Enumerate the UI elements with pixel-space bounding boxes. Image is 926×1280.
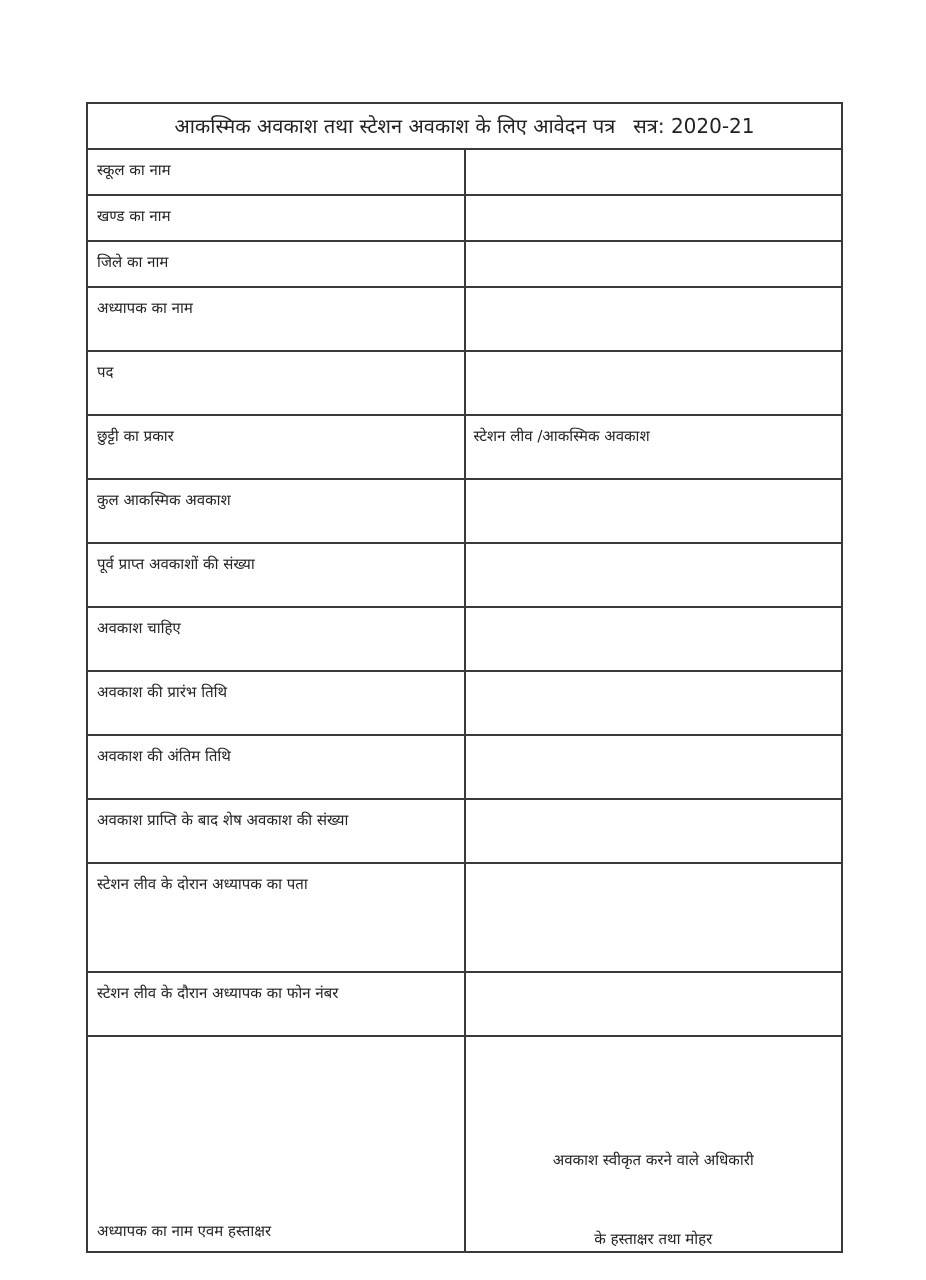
leave-end-date-label-cell — [87, 735, 465, 799]
designation-field[interactable] — [465, 351, 843, 415]
total-casual-leave-field[interactable] — [465, 479, 843, 543]
leave-end-date-field[interactable] — [465, 735, 843, 799]
teacher-signature-cell[interactable] — [87, 1036, 465, 1252]
officer-signature-cell[interactable] — [465, 1036, 843, 1252]
form-title: आकस्मिक अवकाश तथा स्टेशन अवकाश के लिए आवेदन पत्र — [174, 114, 616, 138]
leave-required-label-cell — [87, 607, 465, 671]
designation-label: पद — [97, 363, 114, 381]
station-leave-phone-label-cell — [87, 972, 465, 1036]
form-title-cell — [87, 103, 842, 149]
leave-start-date-field[interactable] — [465, 671, 843, 735]
teacher-signature-label: अध्यापक का नाम एवम हस्ताक्षर — [97, 1222, 272, 1240]
station-leave-address-field[interactable] — [465, 863, 843, 972]
previous-leaves-label: पूर्व प्राप्त अवकाशों की संख्या — [97, 555, 255, 573]
teacher-name-label: अध्यापक का नाम — [97, 299, 193, 317]
block-name-label: खण्ड का नाम — [97, 207, 171, 225]
previous-leaves-label-cell — [87, 543, 465, 607]
leave-type-label-cell — [87, 415, 465, 479]
leave-end-date-label: अवकाश की अंतिम तिथि — [97, 747, 231, 765]
leave-start-date-label-cell — [87, 671, 465, 735]
station-leave-address-label: स्टेशन लीव के दोरान अध्यापक का पता — [97, 875, 308, 893]
session-label: सत्र: — [633, 114, 665, 138]
leave-type-label: छुट्टी का प्रकार — [97, 427, 174, 445]
block-name-field[interactable] — [465, 195, 843, 241]
station-leave-phone-field[interactable] — [465, 972, 843, 1036]
station-leave-phone-label: स्टेशन लीव के दौरान अध्यापक का फोन नंबर — [97, 984, 339, 1002]
district-name-label-cell — [87, 241, 465, 287]
remaining-leaves-label: अवकाश प्राप्ति के बाद शेष अवकाश की संख्या — [97, 811, 349, 829]
district-name-label: जिले का नाम — [97, 253, 169, 271]
total-casual-leave-label-cell — [87, 479, 465, 543]
district-name-field[interactable] — [465, 241, 843, 287]
teacher-name-label-cell — [87, 287, 465, 351]
total-casual-leave-label: कुल आकस्मिक अवकाश — [97, 491, 231, 509]
block-name-label-cell — [87, 195, 465, 241]
school-name-field[interactable] — [465, 149, 843, 195]
session-value: 2020-21 — [670, 114, 755, 138]
teacher-name-field[interactable] — [465, 287, 843, 351]
school-name-label: स्कूल का नाम — [97, 161, 171, 179]
school-name-label-cell — [87, 149, 465, 195]
leave-required-field[interactable] — [465, 607, 843, 671]
officer-signature-label: अवकाश स्वीकृत करने वाले अधिकारी के हस्ताक्षर तथा मोहर — [552, 1151, 754, 1248]
leave-application-form — [86, 102, 843, 1253]
station-leave-address-label-cell — [87, 863, 465, 972]
remaining-leaves-label-cell — [87, 799, 465, 863]
remaining-leaves-field[interactable] — [465, 799, 843, 863]
leave-start-date-label: अवकाश की प्रारंभ तिथि — [97, 683, 228, 701]
previous-leaves-field[interactable] — [465, 543, 843, 607]
leave-type-field[interactable] — [465, 415, 843, 479]
designation-label-cell — [87, 351, 465, 415]
leave-required-label: अवकाश चाहिए — [97, 619, 181, 637]
leave-type-value: स्टेशन लीव /आकस्मिक अवकाश — [473, 427, 650, 445]
